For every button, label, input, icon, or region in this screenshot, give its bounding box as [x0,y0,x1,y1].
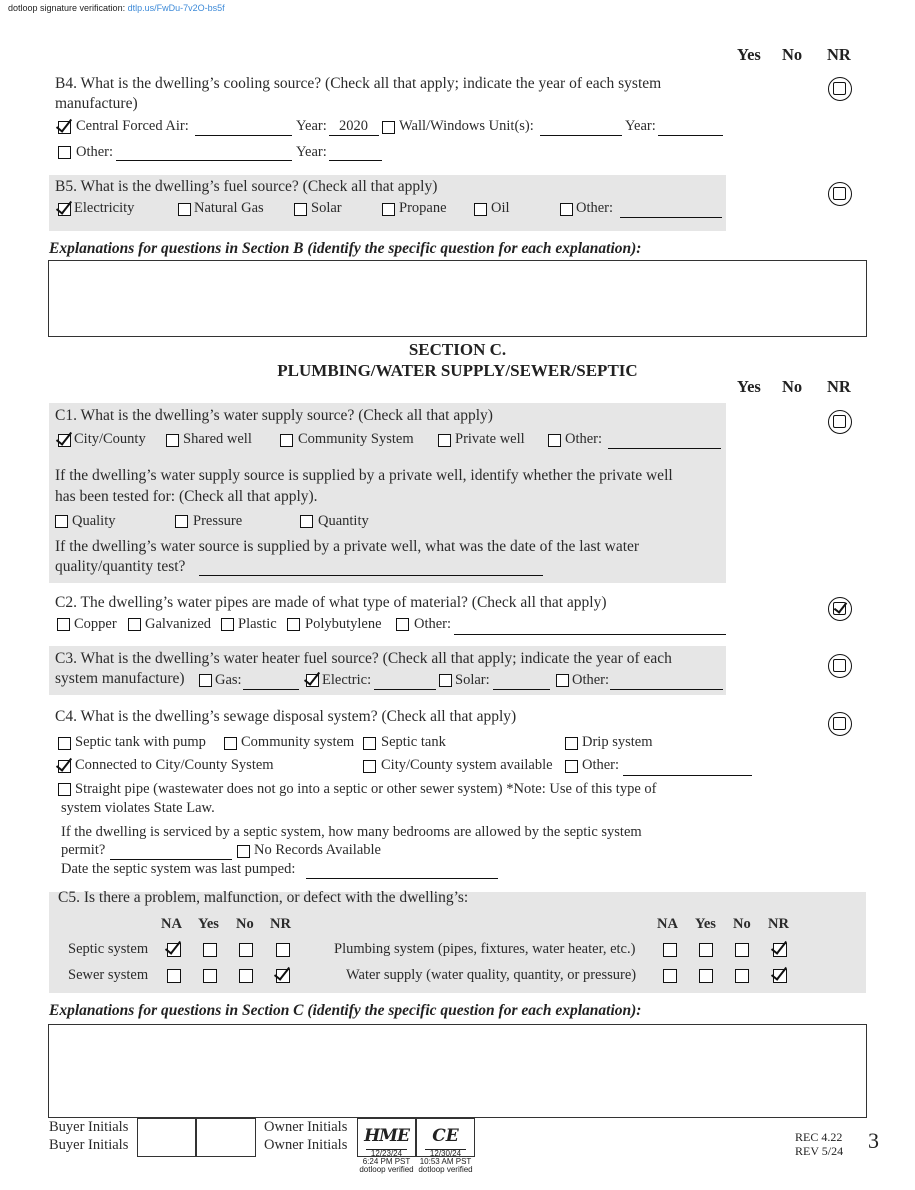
b5-solar-checkbox[interactable] [294,203,307,216]
c1-well-line1: If the dwelling’s water supply source is supplied by a private well, identify whether the private well [55,467,673,484]
c5-plumbing-nr[interactable] [773,943,787,957]
c2-plastic-label: Plastic [238,616,277,632]
c1-community-label: Community System [298,431,414,447]
c4-septic-tank-checkbox[interactable] [363,737,376,750]
c3-solar-label: Solar: [455,672,490,688]
c5-sewer-label: Sewer system [68,967,149,983]
page-number: 3 [868,1128,879,1153]
c5-sewer-nr[interactable] [276,969,290,983]
c2-plastic-checkbox[interactable] [221,618,234,631]
b5-propane-label: Propane [399,200,447,216]
b4-central-checkbox[interactable] [58,121,71,134]
owner-initials-1-time: 6:24 PM PST [362,1157,411,1166]
b4-year1-label: Year: [296,118,327,134]
c4-community-checkbox[interactable] [224,737,237,750]
c4-community-label: Community system [241,734,355,750]
form-revision: REV 5/24 [795,1144,844,1158]
c5-plumbing-yes[interactable] [699,943,713,957]
expl-c-label: Explanations for questions in Section C (identify the specific question for each explanation): [49,1002,642,1019]
c2-galvanized-checkbox[interactable] [128,618,141,631]
dotloop-verification [8,3,225,13]
c4-pump-label: Septic tank with pump [75,734,206,750]
c1-date-line[interactable] [199,575,543,576]
c4-connected-label: Connected to City/County System [75,757,274,773]
b4-central-label: Central Forced Air: [76,118,189,134]
b4-other-label: Other: [76,144,114,160]
b5-natural-gas-checkbox[interactable] [178,203,191,216]
c4-drip-checkbox[interactable] [565,737,578,750]
c1-quantity-checkbox[interactable] [300,515,313,528]
c5-col-nr-right: NR [768,916,789,932]
c5-col-nr-left: NR [270,916,291,932]
c1-pressure-checkbox[interactable] [175,515,188,528]
c4-connected-checkbox[interactable] [58,760,71,773]
c4-bed-line[interactable] [110,859,232,860]
col-no: No [782,45,803,64]
c4-pumped-line[interactable] [306,878,498,879]
c3-question-line1: C3. What is the dwelling’s water heater fuel source? (Check all that apply; indicate the year of each [55,650,672,667]
c1-shared-well-label: Shared well [183,431,252,447]
b4-question-line1: B4. What is the dwelling’s cooling source? (Check all that apply; indicate the year of each system [55,75,662,92]
section-c-subtitle: PLUMBING/WATER SUPPLY/SEWER/SEPTIC [277,361,638,380]
dotloop-link[interactable]: dtlp.us/FwDu-7v2O-bs5f [127,3,225,13]
c1-city-checkbox[interactable] [58,434,71,447]
buyer-initials-box-1[interactable] [137,1118,196,1157]
c4-other-checkbox[interactable] [565,760,578,773]
c5-col-na-left: NA [161,916,182,932]
b5-natural-gas-label: Natural Gas [194,200,264,216]
owner-initials-1-stamp [357,1150,416,1174]
c5-col-no-right: No [733,916,751,932]
c3-nr-checkbox[interactable] [828,654,852,678]
c3-gas-line[interactable] [243,689,299,690]
c5-water-na[interactable] [663,969,677,983]
c5-septic-yes[interactable] [203,943,217,957]
c5-water-label: Water supply (water quality, quantity, or pressure) [346,967,637,983]
c1-shared-well-checkbox[interactable] [166,434,179,447]
c4-pump-checkbox[interactable] [58,737,71,750]
owner-initials-1-verified: dotloop verified [359,1165,414,1174]
b4-other-line[interactable] [116,160,292,161]
c4-straight-line1: Straight pipe (wastewater does not go into a septic or other sewer system) *Note: Use of this type of [75,781,657,797]
c4-no-records-checkbox[interactable] [237,845,250,858]
dotloop-label: dotloop signature verification: [8,3,126,13]
owner-initials-2-time: 10:53 AM PST [419,1157,472,1166]
b4-wall-checkbox[interactable] [382,121,395,134]
b5-other-line[interactable] [620,217,722,218]
c4-other-line[interactable] [623,775,752,776]
c3-electric-label: Electric: [322,672,372,688]
b4-year1-value[interactable]: 2020 [339,118,368,134]
b4-year1-line[interactable] [329,135,379,136]
c4-question: C4. What is the dwelling’s sewage disposal system? (Check all that apply) [55,708,517,725]
c5-septic-na[interactable] [167,943,181,957]
c3-electric-checkbox[interactable] [306,674,319,687]
c5-question: C5. Is there a problem, malfunction, or defect with the dwelling’s: [58,889,469,906]
c4-drip-label: Drip system [582,734,653,750]
b4-central-line[interactable] [195,135,292,136]
c1-nr-checkbox[interactable] [828,410,852,434]
c3-other-line[interactable] [610,689,723,690]
c2-question: C2. The dwelling’s water pipes are made of what type of material? (Check all that apply) [55,594,607,611]
c1-date-line1: If the dwelling’s water source is supplied by a private well, what was the date of the last water [55,538,640,555]
c3-other-label: Other: [572,672,610,688]
b5-nr-checkbox[interactable] [828,182,852,206]
c5-col-na-right: NA [657,916,678,932]
c5-sewer-no[interactable] [239,969,253,983]
b5-question: B5. What is the dwelling’s fuel source? (Check all that apply) [55,178,438,195]
c3-solar-line[interactable] [493,689,550,690]
c3-other-checkbox[interactable] [556,674,569,687]
c5-col-no-left: No [236,916,254,932]
c2-other-line[interactable] [454,634,726,635]
c1-date-line2: quality/quantity test? [55,558,186,575]
c2-polybutylene-label: Polybutylene [305,616,382,632]
col-no-2: No [782,377,803,396]
b5-solar-label: Solar [311,200,342,216]
owner-initials-1-signature: HME [364,1126,409,1146]
c5-water-nr[interactable] [773,969,787,983]
b4-year3-label: Year: [296,144,327,160]
b4-nr-checkbox[interactable] [828,77,852,101]
c4-no-records-label: No Records Available [254,842,381,858]
c1-question: C1. What is the dwelling’s water supply source? (Check all that apply) [55,407,493,424]
buyer-initials-label-2: Buyer Initials [49,1137,129,1153]
form-number: REC 4.22 [795,1130,843,1144]
col-yes: Yes [737,45,761,64]
c1-other-label: Other: [565,431,603,447]
c2-copper-checkbox[interactable] [57,618,70,631]
c4-straight-line2: system violates State Law. [61,800,215,816]
c2-other-checkbox[interactable] [396,618,409,631]
c3-question-line2: system manufacture) [55,670,185,687]
c2-copper-label: Copper [74,616,117,632]
c1-well-line2: has been tested for: (Check all that apply). [55,488,318,505]
owner-initials-2-stamp [416,1150,475,1174]
c5-plumbing-na[interactable] [663,943,677,957]
c4-septic-tank-label: Septic tank [381,734,446,750]
c2-galvanized-label: Galvanized [145,616,212,632]
expl-b-label: Explanations for questions in Section B (identify the specific question for each explanation): [49,240,642,257]
expl-c-box[interactable] [48,1024,867,1118]
c5-col-yes-right: Yes [695,916,716,932]
col-yes-2: Yes [737,377,761,396]
c1-quality-label: Quality [72,513,116,529]
c5-water-yes[interactable] [699,969,713,983]
c3-gas-label: Gas: [215,672,242,688]
owner-initials-1-date: 12/23/24 [370,1149,403,1158]
c2-other-label: Other: [414,616,452,632]
c4-other-label: Other: [582,757,620,773]
c3-electric-line[interactable] [374,689,436,690]
section-c-title: SECTION C. [408,340,507,359]
c1-city-label: City/County [74,431,146,447]
owner-initials-2-date: 12/30/24 [429,1149,462,1158]
b5-oil-checkbox[interactable] [474,203,487,216]
c5-sewer-na[interactable] [167,969,181,983]
b4-year2-label: Year: [625,118,656,134]
c4-bed-line1: If the dwelling is serviced by a septic system, how many bedrooms are allowed by the septic system [61,824,642,840]
c1-private-well-checkbox[interactable] [438,434,451,447]
b4-year3-line[interactable] [329,160,382,161]
c1-quality-checkbox[interactable] [55,515,68,528]
b5-oil-label: Oil [491,200,510,216]
b5-other-checkbox[interactable] [560,203,573,216]
c1-pressure-label: Pressure [193,513,243,529]
buyer-initials-box-2[interactable] [196,1118,256,1157]
owner-initials-label-2: Owner Initials [264,1137,348,1153]
c1-community-checkbox[interactable] [280,434,293,447]
c4-straight-pipe-checkbox[interactable] [58,783,71,796]
c5-septic-nr[interactable] [276,943,290,957]
buyer-initials-label-1: Buyer Initials [49,1119,129,1135]
c4-pumped-label: Date the septic system was last pumped: [61,861,296,877]
c5-plumbing-no[interactable] [735,943,749,957]
c1-quantity-label: Quantity [318,513,369,529]
b4-wall-label: Wall/Windows Unit(s): [399,118,534,134]
owner-initials-2-verified: dotloop verified [418,1165,473,1174]
c4-bed-line2: permit? [61,842,106,858]
c5-plumbing-label: Plumbing system (pipes, fixtures, water heater, etc.) [334,941,636,957]
c5-water-no[interactable] [735,969,749,983]
b4-year2-line[interactable] [658,135,723,136]
col-nr: NR [827,45,851,64]
c1-other-checkbox[interactable] [548,434,561,447]
c3-solar-checkbox[interactable] [439,674,452,687]
expl-b-box[interactable] [48,260,867,337]
c1-other-line[interactable] [608,448,721,449]
owner-initials-label-1: Owner Initials [264,1119,348,1135]
owner-initials-2-signature: CE [432,1126,459,1146]
b4-wall-line[interactable] [540,135,622,136]
b4-other-checkbox[interactable] [58,146,71,159]
c2-nr-checkbox[interactable] [828,597,852,621]
b5-propane-checkbox[interactable] [382,203,395,216]
b5-other-label: Other: [576,200,614,216]
c4-available-label: City/County system available [381,757,553,773]
c4-available-checkbox[interactable] [363,760,376,773]
c5-sewer-yes[interactable] [203,969,217,983]
c5-septic-no[interactable] [239,943,253,957]
col-nr-2: NR [827,377,851,396]
c2-polybutylene-checkbox[interactable] [287,618,300,631]
b5-electricity-label: Electricity [74,200,135,216]
b4-question-line2: manufacture) [55,95,138,112]
c5-col-yes-left: Yes [198,916,219,932]
c1-private-well-label: Private well [455,431,525,447]
c4-nr-checkbox[interactable] [828,712,852,736]
c3-gas-checkbox[interactable] [199,674,212,687]
b5-electricity-checkbox[interactable] [58,203,71,216]
c5-septic-label: Septic system [68,941,149,957]
